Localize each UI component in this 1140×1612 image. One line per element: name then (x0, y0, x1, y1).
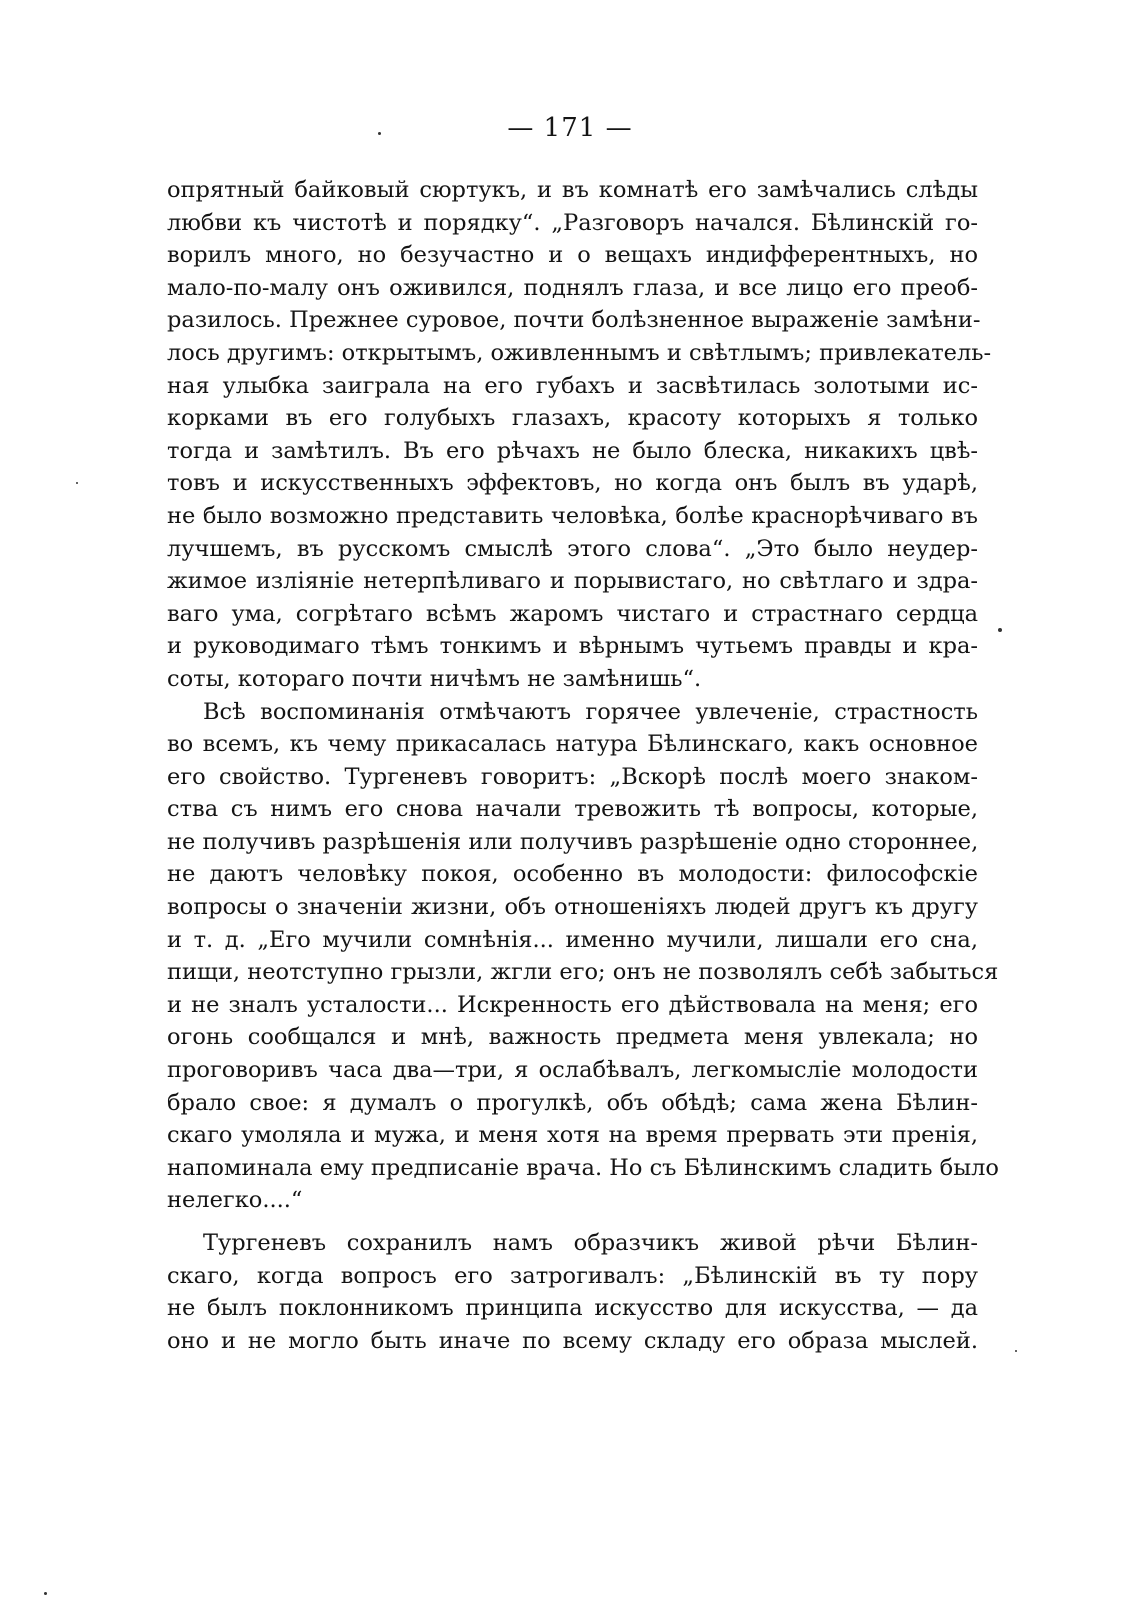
paragraph-3 (167, 1227, 978, 1357)
text-line: Всѣ воспоминанія отмѣчаютъ горячее увлеченіе, страстность (203, 698, 978, 725)
text-line: брало свое: я думалъ о прогулкѣ, объ обѣдѣ; сама жена Бѣлин- (167, 1089, 978, 1116)
text-line: Тургеневъ сохранилъ намъ образчикъ живой рѣчи Бѣлин- (203, 1230, 978, 1256)
text-line: и не зналъ усталости... Искренность его дѣйствовала на меня; его (167, 991, 978, 1018)
print-speck (1015, 1350, 1017, 1352)
text-line: напоминала ему предписаніе врача. Но съ Бѣлинскимъ сладить было (167, 1154, 999, 1181)
text-line: проговоривъ часа два—три, я ослабѣвалъ, легкомысліе молодости (167, 1057, 978, 1084)
text-line: скаго, когда вопросъ его затрогивалъ: „Бѣлинскій въ ту пору (167, 1262, 978, 1289)
text-line: огонь сообщался и мнѣ, важность предмета меня увлекала; но (167, 1024, 978, 1051)
print-speck (378, 132, 381, 135)
text-line: соты, котораго почти ничѣмъ не замѣнишь“. (167, 665, 702, 692)
text-line: нелегко....“ (167, 1187, 303, 1214)
text-line: любви къ чистотѣ и порядку“. „Разговоръ начался. Бѣлинскій го- (167, 209, 978, 236)
text-line: лучшемъ, въ русскомъ смыслѣ этого слова“. „Это было неудер- (167, 535, 978, 562)
print-speck (998, 628, 1002, 632)
text-line: ства съ нимъ его снова начали тревожить тѣ вопросы, которые, (167, 796, 978, 823)
text-line: и т. д. „Его мучили сомнѣнія... именно мучили, лишали его сна, (167, 926, 978, 953)
text-line: вопросы о значеніи жизни, объ отношеніяхъ людей другъ къ другу (167, 894, 978, 921)
text-line: не было возможно представить человѣка, болѣе краснорѣчиваго въ (167, 502, 978, 529)
text-line: не былъ поклонникомъ принципа искусство для искусства, — да (167, 1295, 978, 1322)
print-speck (44, 1592, 47, 1595)
text-line: оно и не могло быть иначе по всему складу его образа мыслей. (167, 1327, 978, 1354)
text-line: жимое изліяніе нетерпѣливаго и порывистаго, но свѣтлаго и здра- (167, 568, 978, 595)
text-line: мало-по-малу онъ оживился, поднялъ глаза, и все лицо его преоб- (167, 274, 978, 301)
paragraph-gap (167, 1217, 978, 1227)
text-line: и руководимаго тѣмъ тонкимъ и вѣрнымъ чутьемъ правды и кра- (167, 633, 978, 660)
text-line: ворилъ много, но безучастно и о вещахъ индифферентныхъ, но (167, 242, 978, 269)
text-line: ваго ума, согрѣтаго всѣмъ жаромъ чистаго и страстнаго сердца (167, 600, 978, 627)
text-line: товъ и искусственныхъ эффектовъ, но когда онъ былъ въ ударѣ, (167, 470, 978, 497)
text-line: опрятный байковый сюртукъ, и въ комнатѣ его замѣчались слѣды (167, 177, 978, 203)
text-line: не получивъ разрѣшенія или получивъ разрѣшеніе одно стороннее, (167, 828, 979, 855)
page-number: — 171 — (507, 113, 633, 143)
text-line: не даютъ человѣку покоя, особенно въ молодости: философскіе (167, 861, 978, 888)
print-speck (76, 482, 78, 484)
paragraph-2 (167, 696, 999, 1218)
paragraph-1 (167, 174, 992, 696)
text-line: во всемъ, къ чему прикасалась натура Бѣлинскаго, какъ основное (167, 731, 978, 758)
text-line: скаго умоляла и мужа, и меня хотя на время прервать эти пренія, (167, 1122, 978, 1149)
text-line: тогда и замѣтилъ. Въ его рѣчахъ не было блеска, никакихъ цвѣ- (167, 437, 978, 464)
text-line: пищи, неотступно грызли, жгли его; онъ не позволялъ себѣ забыться (167, 959, 999, 986)
text-line: разилось. Прежнее суровое, почти болѣзненное выраженіе замѣни- (167, 307, 981, 334)
text-line: его свойство. Тургеневъ говоритъ: „Вскорѣ послѣ моего знаком- (167, 763, 978, 790)
text-line: корками въ его голубыхъ глазахъ, красоту которыхъ я только (167, 405, 978, 432)
text-line: лось другимъ: открытымъ, оживленнымъ и свѣтлымъ; привлекатель- (167, 339, 992, 366)
text-line: ная улыбка заиграла на его губахъ и засвѣтилась золотыми ис- (167, 372, 978, 399)
body-text (167, 174, 999, 1357)
